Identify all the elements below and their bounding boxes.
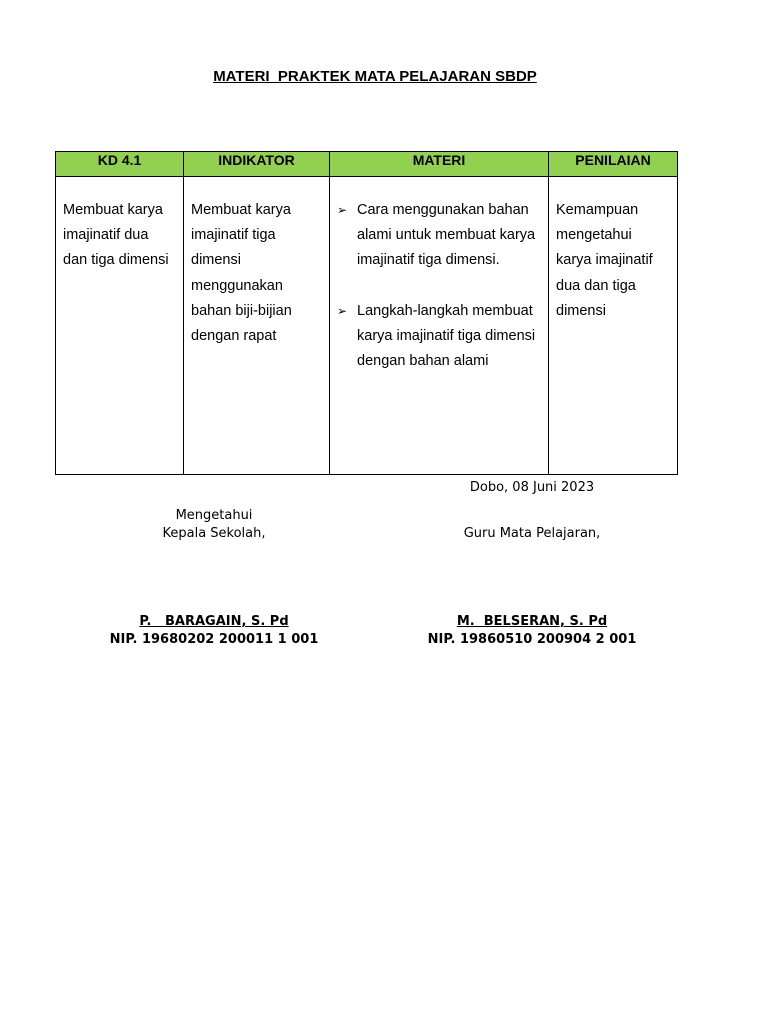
header-materi: MATERI xyxy=(330,152,549,177)
materi-list xyxy=(337,198,541,374)
left-signature-name: P. BARAGAIN, S. Pd xyxy=(139,614,289,629)
list-item xyxy=(337,299,541,375)
right-signature-nip: NIP. 19860510 200904 2 001 xyxy=(427,632,637,647)
left-signature-line1: Mengetahui xyxy=(175,508,253,523)
materi-item-text: Langkah-langkah membuat karya imajinatif tiga dimensi dengan bahan alami xyxy=(357,302,536,370)
cell-kd: Membuat karya imajinatif dua dan tiga dimensi xyxy=(56,177,184,475)
cell-indikator: Membuat karya imajinatif tiga dimensi menggunakan bahan biji-bijian dengan rapat xyxy=(184,177,330,475)
arrowhead-bullet-icon: ➢ xyxy=(337,303,348,318)
left-signature-nip: NIP. 19680202 200011 1 001 xyxy=(109,632,319,647)
right-signature-block xyxy=(412,525,652,649)
arrowhead-bullet-icon: ➢ xyxy=(337,203,348,217)
header-penilaian: PENILAIAN xyxy=(549,152,678,177)
page-title xyxy=(0,68,750,85)
materi-table xyxy=(55,151,678,475)
left-signature-line2: Kepala Sekolah, xyxy=(162,526,266,541)
table-row xyxy=(56,177,678,475)
page-title-text: MATERI PRAKTEK MATA PELAJARAN SBDP xyxy=(213,68,537,85)
cell-materi xyxy=(330,177,549,475)
left-signature-block xyxy=(104,507,324,649)
table-header-row xyxy=(56,152,678,177)
materi-item-text: Cara menggunakan bahan alami untuk membuat karya imajinatif tiga dimensi. xyxy=(357,202,536,269)
list-item xyxy=(337,198,541,274)
header-indikator: INDIKATOR xyxy=(184,152,330,177)
cell-penilaian: Kemampuan mengetahui karya imajinatif dua dan tiga dimensi xyxy=(549,177,678,475)
right-signature-name: M. BELSERAN, S. Pd xyxy=(456,614,608,629)
right-signature-line1: Guru Mata Pelajaran, xyxy=(463,526,601,541)
place-date-text: Dobo, 08 Juni 2023 xyxy=(469,480,595,495)
place-date xyxy=(432,479,632,497)
header-kd: KD 4.1 xyxy=(56,152,184,177)
